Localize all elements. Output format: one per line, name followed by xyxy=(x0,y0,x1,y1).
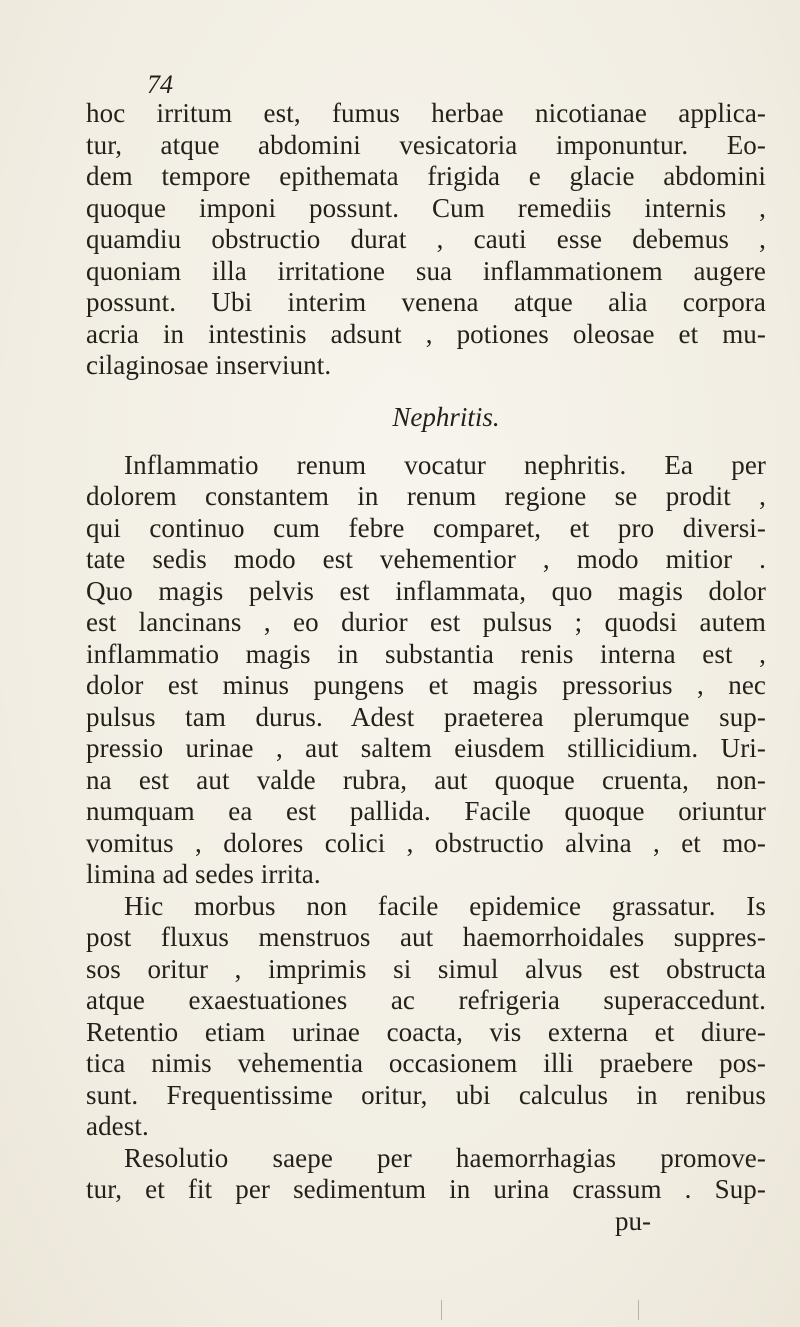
text-line: pressio urinae , aut saltem eiusdem stillicidium. Uri- xyxy=(86,733,766,763)
text-line: acria in intestinis adsunt , potiones oleosae et mu- xyxy=(86,318,766,349)
text-line: Inflammatio renum vocatur nephritis. Ea per xyxy=(124,449,766,480)
text-line: dolorem constantem in renum regione se prodit , xyxy=(86,481,766,511)
text-line: quoque imponi possunt. Cum remediis internis , xyxy=(86,192,766,223)
text-line: dem tempore epithemata frigida e glacie abdomini xyxy=(86,161,766,191)
text-line: Hic morbus non facile epidemice grassatur. Is xyxy=(124,890,766,921)
text-line: tate sedis modo est vehementior , modo mitior . xyxy=(86,544,766,574)
text-line: possunt. Ubi interim venena atque alia corpora xyxy=(86,287,766,317)
paragraph-4 xyxy=(86,1143,766,1206)
paragraph-2 xyxy=(86,450,766,891)
text-line: atque exaestuationes ac refrigeria superaccedunt. xyxy=(86,985,766,1015)
section-heading: Nephritis. xyxy=(392,401,500,432)
paragraph-1 xyxy=(86,98,766,382)
body-text xyxy=(86,98,766,1237)
text-line: dolor est minus pungens et magis pressorius , nec xyxy=(86,670,766,700)
text-line: Resolutio saepe per haemorrhagias promove- xyxy=(124,1142,766,1173)
scan-mark xyxy=(638,1300,639,1320)
text-line: hoc irritum est, fumus herbae nicotianae applica- xyxy=(86,98,766,128)
page-number: 74 xyxy=(147,70,173,99)
text-line: est lancinans , eo durior est pulsus ; quodsi autem xyxy=(86,607,766,637)
paragraph-3 xyxy=(86,891,766,1143)
text-line: Retentio etiam urinae coacta, vis externa et diure- xyxy=(86,1016,766,1047)
text-line: Quo magis pelvis est inflammata, quo magis dolor xyxy=(86,575,766,606)
text-line: tica nimis vehementia occasionem illi praebere pos- xyxy=(86,1048,766,1078)
text-line: vomitus , dolores colici , obstructio alvina , et mo- xyxy=(86,827,766,858)
text-line: tur, atque abdomini vesicatoria imponuntur. Eo- xyxy=(86,129,766,160)
text-line: sunt. Frequentissime oritur, ubi calculus in renibus xyxy=(86,1079,766,1110)
text-line: numquam ea est pallida. Facile quoque oriuntur xyxy=(86,796,766,826)
text-line: adest. xyxy=(86,1111,149,1141)
text-line: inflammatio magis in substantia renis interna est , xyxy=(86,638,766,669)
text-line: quoniam illa irritatione sua inflammationem augere xyxy=(86,255,766,286)
scan-mark xyxy=(441,1300,442,1320)
text-line: na est aut valde rubra, aut quoque cruenta, non- xyxy=(86,764,766,795)
text-line: limina ad sedes irrita. xyxy=(86,859,321,889)
text-line: cilaginosae inserviunt. xyxy=(86,350,332,380)
text-line: sos oritur , imprimis si simul alvus est obstructa xyxy=(86,953,766,984)
text-line: pulsus tam durus. Adest praeterea plerumque sup- xyxy=(86,701,766,732)
text-line: tur, et fit per sedimentum in urina crassum . Sup- xyxy=(86,1174,766,1204)
catchword: pu- xyxy=(615,1205,651,1236)
text-line: quamdiu obstructio durat , cauti esse debemus , xyxy=(86,224,766,254)
text-line: post fluxus menstruos aut haemorrhoidales suppres- xyxy=(86,922,766,952)
text-line: qui continuo cum febre comparet, et pro diversi- xyxy=(86,512,766,543)
